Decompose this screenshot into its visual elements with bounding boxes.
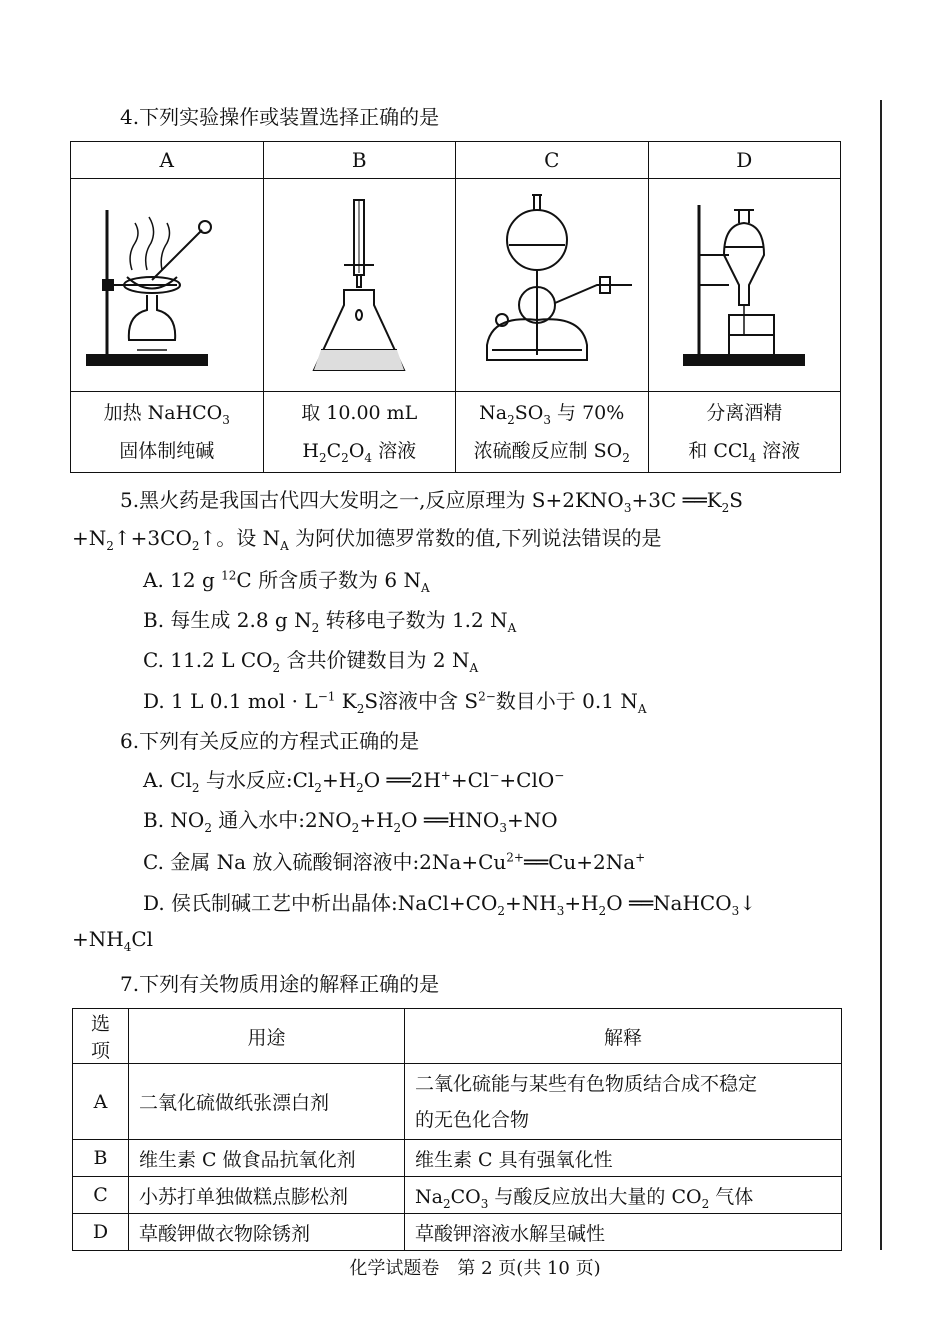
caption-b-line1: 取 10.00 mL [301, 402, 418, 424]
q6-text: +NH [72, 927, 124, 951]
q5-opt-text: C 所含质子数为 6 N [236, 568, 422, 592]
q5-stem-line1 [120, 484, 743, 513]
q6-option-c [143, 846, 645, 875]
page-margin-rule [880, 100, 882, 1250]
q5-option-d [143, 685, 647, 714]
q6-text: +H [564, 891, 599, 915]
q5-opt-sub: 2 [356, 702, 365, 716]
q5-text: ↑+3CO [113, 526, 192, 550]
q6-sub: 2 [351, 821, 360, 835]
caption-d-part: 溶液 [756, 440, 801, 462]
caption-b-sub: 4 [364, 450, 373, 465]
q6-sup: − [489, 768, 500, 783]
q6-sup: + [440, 768, 451, 783]
q7-row-c-sub: 2 [701, 1196, 710, 1211]
caption-b-part: 溶液 [372, 440, 417, 462]
q5-sub: 3 [623, 501, 632, 515]
q5-opt-text: C. 11.2 L CO [143, 648, 273, 672]
q6-option-a [143, 764, 564, 793]
q5-text: S [729, 488, 743, 512]
q6-text: A. Cl [143, 768, 192, 792]
q4-figure-b [263, 179, 456, 392]
caption-c-part: SO [514, 402, 544, 424]
q6-text: O ══2H [363, 768, 441, 792]
q6-sub: 2 [204, 821, 212, 835]
q7-row-c-exp: Na [415, 1185, 443, 1208]
separatory-funnel-diagram [669, 185, 819, 385]
q4-caption-a [71, 392, 264, 473]
caption-a-line2: 固体制纯碱 [119, 440, 215, 462]
q4-caption-c [456, 392, 649, 473]
q6-option-b [143, 804, 558, 833]
q5-opt-sup: 2− [478, 689, 496, 704]
q6-option-d-line2 [72, 927, 154, 954]
q5-opt-sub: 2 [311, 621, 320, 635]
q5-opt-text: 转移电子数为 1.2 N [319, 608, 508, 632]
q7-row-a-option: A [73, 1064, 129, 1140]
q7-row-a-explanation [405, 1064, 842, 1140]
q5-opt-text: A. 12 g [143, 568, 222, 592]
q7-table [72, 1008, 842, 1251]
q6-text: D. 侯氏制碱工艺中析出晶体:NaCl+CO [143, 891, 498, 915]
q5-opt-sup: −1 [317, 689, 336, 704]
q6-text: +H [321, 768, 357, 792]
q7-row-c-use: 小苏打单独做糕点膨松剂 [129, 1177, 405, 1214]
q7-row-b-use: 维生素 C 做食品抗氧化剂 [129, 1140, 405, 1177]
caption-c-part: 与 70% [551, 402, 625, 424]
q5-option-a [143, 564, 430, 593]
q5-opt-sub: A [637, 702, 647, 716]
q6-sub: 3 [499, 821, 507, 835]
q6-text: +NO [506, 808, 558, 832]
q5-sub: 2 [721, 501, 730, 515]
q6-text: O ══NaHCO [606, 891, 732, 915]
q6-sub: 2 [598, 904, 607, 918]
caption-a-sub: 3 [222, 412, 230, 427]
q4-header-b: B [263, 142, 456, 179]
q6-sub: 2 [314, 781, 322, 795]
q7-row-d-explanation: 草酸钾溶液水解呈碱性 [405, 1214, 842, 1251]
q7-row-a-exp-line2: 的无色化合物 [415, 1108, 530, 1131]
q4-header-d: D [648, 142, 841, 179]
q4-figure-d [648, 179, 841, 392]
q6-sub: 2 [191, 781, 200, 795]
q6-text: +NH [505, 891, 557, 915]
q6-text: +ClO [499, 768, 555, 792]
q6-sub: 2 [356, 781, 364, 795]
caption-b-sub: 2 [318, 450, 327, 465]
caption-b-part: O [348, 440, 365, 462]
caption-c-part: Na [479, 402, 508, 424]
q5-opt-text: B. 每生成 2.8 g N [143, 608, 312, 632]
q6-text: ↓ [739, 891, 756, 915]
q6-sub: 3 [731, 904, 740, 918]
q5-text: 为阿伏加德罗常数的值,下列说法错误的是 [288, 526, 662, 550]
caption-d-line1: 分离酒精 [706, 402, 783, 424]
q6-sup: 2+ [506, 850, 524, 865]
q7-row-c-sub: 3 [480, 1196, 489, 1211]
q4-caption-d [648, 392, 841, 473]
q4-caption-b [263, 392, 456, 473]
q6-sup: − [554, 768, 565, 783]
q7-row-a-use: 二氧化硫做纸张漂白剂 [129, 1064, 405, 1140]
caption-a-line1: 加热 NaHCO [103, 402, 223, 424]
q6-sub: 2 [497, 904, 505, 918]
q6-sub: 2 [393, 821, 402, 835]
q6-sup: + [635, 850, 646, 865]
caption-c-sub: 3 [543, 412, 551, 427]
q6-text: 通入水中:2NO [211, 808, 352, 832]
q5-opt-sub: A [421, 581, 430, 595]
q5-opt-sub: A [507, 621, 517, 635]
q5-option-c [143, 644, 478, 673]
caption-b-part: C [326, 440, 342, 462]
q4-header-c: C [456, 142, 649, 179]
q4-figure-a [71, 179, 264, 392]
q4-figure-c [456, 179, 649, 392]
caption-b-sub: 2 [341, 450, 349, 465]
q5-text: ↑。设 N [199, 526, 281, 550]
q6-text: C. 金属 Na 放入硫酸铜溶液中:2Na+Cu [143, 850, 507, 874]
q6-text: 与水反应:Cl [199, 768, 315, 792]
q6-sub: 3 [556, 904, 565, 918]
q7-row-a-exp-line1: 二氧化硫能与某些有色物质结合成不稳定 [415, 1072, 758, 1095]
q7-row-d-option: D [73, 1214, 129, 1251]
q5-option-b [143, 604, 516, 633]
q7-stem: 7.下列有关物质用途的解释正确的是 [120, 972, 440, 996]
q5-opt-text: D. 1 L 0.1 mol · L [143, 689, 318, 713]
q7-row-c-exp: 与酸反应放出大量的 CO [488, 1185, 702, 1208]
q5-text: +3C ══K [631, 488, 722, 512]
q5-opt-text: 含共价键数目为 2 N [280, 648, 470, 672]
q5-opt-sup: 12 [221, 568, 237, 583]
q7-row-d-use: 草酸钾做衣物除锈剂 [129, 1214, 405, 1251]
q6-text: B. NO [143, 808, 205, 832]
caption-d-part: 和 CCl [688, 440, 749, 462]
caption-c-sub: 2 [622, 450, 630, 465]
caption-d-sub: 4 [748, 450, 757, 465]
q5-sub: A [280, 539, 289, 553]
q5-text: +N [72, 526, 107, 550]
q5-sub: 2 [106, 539, 114, 553]
q4-stem: 4.下列实验操作或装置选择正确的是 [120, 105, 440, 129]
evaporating-dish-heating-diagram [77, 185, 257, 385]
q5-opt-sub: 2 [272, 661, 281, 675]
q5-opt-text: S溶液中含 S [364, 689, 479, 713]
q7-header-option: 选项 [73, 1009, 129, 1064]
q7-row-c-exp: 气体 [709, 1185, 754, 1208]
q5-text: 5.黑火药是我国古代四大发明之一,反应原理为 S+2KNO [120, 488, 624, 512]
q5-stem-line2 [72, 522, 662, 551]
q7-row-c-option: C [73, 1177, 129, 1214]
q5-sub: 2 [191, 539, 200, 553]
page-footer: 化学试题卷 第 2 页(共 10 页) [349, 1258, 601, 1279]
q7-row-c-explanation [405, 1177, 842, 1214]
caption-c-part: 浓硫酸反应制 SO [473, 440, 623, 462]
q7-header-explanation: 解释 [405, 1009, 842, 1064]
q7-header-use: 用途 [129, 1009, 405, 1064]
q6-text: +H [359, 808, 394, 832]
q5-opt-text: 数目小于 0.1 N [495, 689, 638, 713]
q6-option-d [143, 887, 756, 916]
kipp-generator-diagram [462, 185, 642, 385]
q4-apparatus-table [70, 141, 841, 473]
q6-sub: 4 [123, 940, 132, 954]
q7-row-b-option: B [73, 1140, 129, 1177]
caption-c-sub: 2 [507, 412, 515, 427]
q5-opt-sub: A [469, 661, 479, 675]
q6-text: ══Cu+2Na [523, 850, 636, 874]
q7-row-c-sub: 2 [442, 1196, 451, 1211]
q6-stem: 6.下列有关反应的方程式正确的是 [120, 729, 420, 753]
q6-text: Cl [131, 927, 154, 951]
caption-b-part: H [302, 440, 319, 462]
burette-flask-diagram [299, 185, 419, 385]
q4-header-a: A [71, 142, 264, 179]
q6-text: O ══HNO [401, 808, 500, 832]
q6-text: +Cl [450, 768, 490, 792]
q7-row-c-exp: CO [450, 1185, 481, 1208]
q7-row-b-explanation: 维生素 C 具有强氧化性 [405, 1140, 842, 1177]
q5-opt-text: K [335, 689, 357, 713]
